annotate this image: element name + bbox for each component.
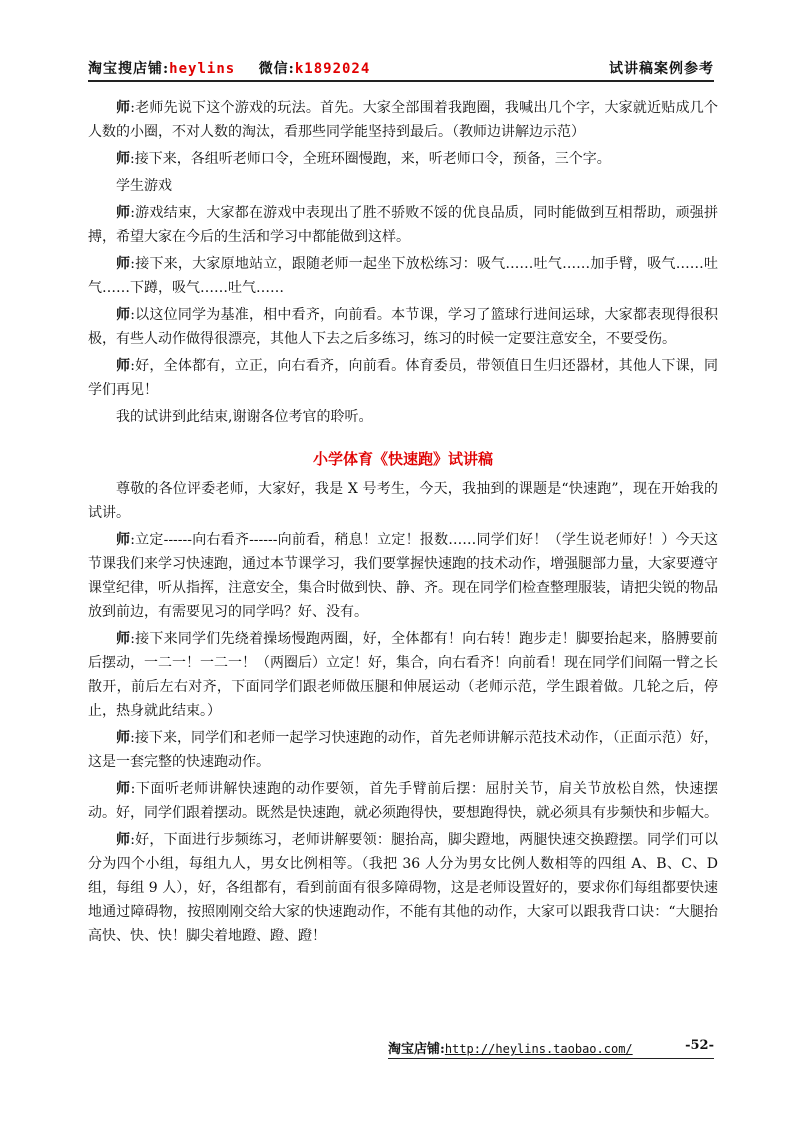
footer-shop-link[interactable]: http://heylins.taobao.com/ (444, 1042, 633, 1056)
paragraph (88, 252, 718, 300)
paragraph-text: 我的试讲到此结束,谢谢各位考官的聆听。 (116, 409, 373, 425)
paragraph (88, 477, 718, 525)
paragraph-group-b (88, 477, 718, 948)
paragraph (88, 174, 718, 198)
paragraph-text: 尊敬的各位评委老师，大家好，我是 X 号考生，今天，我抽到的课题是“快速跑”，现在开始我的试讲。 (88, 481, 718, 521)
paragraph-text: :好，全体都有，立正，向右看齐，向前看。体育委员，带领值日生归还器材，其他人下课，同学们再见！ (88, 358, 719, 398)
paragraph (88, 303, 718, 351)
speaker-label: 师 (116, 100, 131, 116)
page-footer (388, 1038, 714, 1059)
shop-label: 淘宝搜店铺: (88, 61, 170, 77)
paragraph-text: :接下来，大家原地站立，跟随老师一起坐下放松练习：吸气……吐气……加手臂，吸气……吐气……下蹲，吸气……吐气…… (88, 256, 719, 296)
speaker-label: 师 (116, 532, 131, 548)
paragraph (88, 777, 718, 825)
page-header (88, 58, 714, 82)
paragraph-text: :接下来同学们先绕着操场慢跑两圈，好，全体都有！向右转！跑步走！脚要抬起来，胳膊要前后摆动，一二一！一二一！（两圈后）立定！好，集合，向右看齐！向前看！现在同学们间隔一臂之长散开，前后左右对齐，下面同学们跟老师做压腿和伸展运动（老师示范，学生跟着做。几轮之后，停止，热身就此结束。） (88, 631, 719, 719)
paragraph-text: :以这位同学为基准，相中看齐，向前看。本节课，学习了篮球行进间运球，大家都表现得很积极，有些人动作做得很漂亮，其他人下去之后多练习，练习的时候一定要注意安全，不要受伤。 (88, 307, 719, 347)
speaker-label: 师 (116, 307, 131, 323)
paragraph (88, 726, 718, 774)
speaker-label: 师 (116, 358, 131, 374)
paragraph-text: :下面听老师讲解快速跑的动作要领，首先手臂前后摆：屈肘关节，肩关节放松自然，快速摆动。好，同学们跟着摆动。既然是快速跑，就必须跑得快，要想跑得快，就必须具有步频快和步幅大。 (88, 781, 719, 821)
speaker-label: 师 (116, 730, 131, 746)
paragraph (88, 201, 718, 249)
paragraph-text: :接下来，同学们和老师一起学习快速跑的动作，首先老师讲解示范技术动作，（正面示范）好，这是一套完整的快速跑动作。 (88, 730, 719, 770)
paragraph (88, 405, 718, 429)
document-body (88, 96, 718, 951)
paragraph-text: :立定------向右看齐------向前看，稍息！立定！报数……同学们好！（学生说老师好！）今天这节课我们来学习快速跑，通过本节课学习，我们要掌握快速跑的技术动作，增强腿部力量，大家要遵守课堂纪律，听从指挥，注意安全，集合时做到快、静、齐。现在同学们检查整理服装，请把尖锐的物品放到前边，有需要见习的同学吗？好、没有。 (88, 532, 718, 620)
footer-shop-label: 淘宝店铺: (388, 1042, 445, 1057)
speaker-label: 师 (116, 256, 131, 272)
paragraph-group-a (88, 96, 718, 429)
shop-id: heylins (169, 61, 236, 77)
header-shop-info (88, 58, 370, 78)
speaker-label: 师 (116, 781, 131, 797)
section-title: 小学体育《快速跑》试讲稿 (312, 450, 493, 468)
paragraph-text: :老师先说下这个游戏的玩法。首先。大家全部围着我跑圈，我喊出几个字，大家就近贴成几个人数的小圈，不对人数的淘汰，看那些同学能坚持到最后。（教师边讲解边示范） (88, 100, 719, 140)
paragraph (88, 147, 718, 171)
paragraph-text: :好，下面进行步频练习，老师讲解要领：腿抬高，脚尖蹬地，两腿快速交换蹬摆。同学们可以分为四个小组，每组九人，男女比例相等。（我把 36 人分为男女比例人数相等的四组 A、B、C、D 组，每组 9 人），好，各组都有，看到前面有很多障碍物，这是老师设置好的，要求你们每组都要快速地通过障碍物，按照刚刚交给大家的快速跑动作，不能有其他的动作，大家可以跟我背口诀：“大腿抬高快、快、快！脚尖着地蹬、蹬、蹬！ (88, 832, 719, 944)
wechat-id: k1892024 (294, 61, 371, 77)
paragraph-text: 学生游戏 (116, 178, 172, 194)
wechat-label: 微信: (258, 61, 295, 77)
paragraph (88, 96, 718, 144)
paragraph-text: :游戏结束，大家都在游戏中表现出了胜不骄败不馁的优良品质，同时能做到互相帮助，顽强拼搏，希望大家在今后的生活和学习中都能做到这样。 (88, 205, 719, 245)
paragraph (88, 528, 718, 624)
paragraph (88, 828, 718, 948)
speaker-label: 师 (116, 832, 131, 848)
page-number: -52- (685, 1038, 714, 1053)
paragraph (88, 627, 718, 723)
speaker-label: 师 (116, 205, 131, 221)
paragraph (88, 354, 718, 402)
speaker-label: 师 (116, 631, 131, 647)
doc-label: 试讲稿案例参考 (609, 61, 714, 77)
paragraph-text: :接下来，各组听老师口令，全班环圈慢跑，来，听老师口令，预备，三个字。 (130, 151, 611, 167)
speaker-label: 师 (116, 151, 130, 167)
